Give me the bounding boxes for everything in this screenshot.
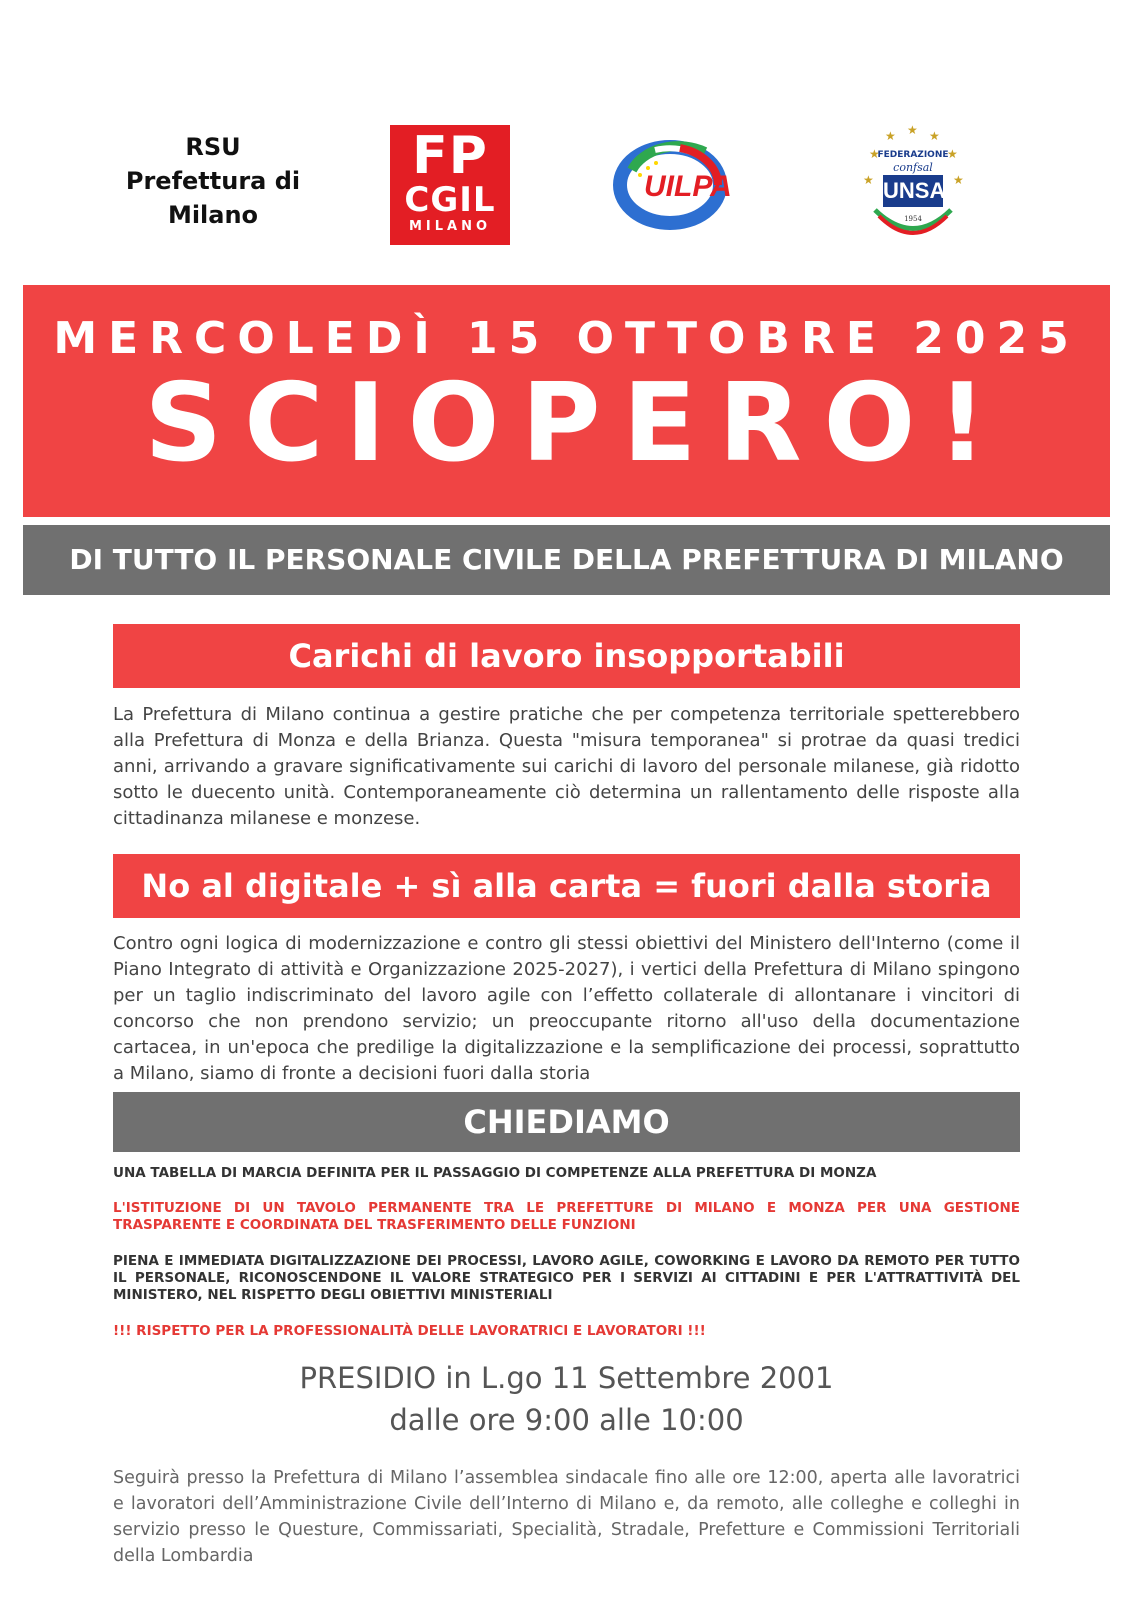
- fp-logo-line-3: MILANO: [408, 219, 492, 234]
- unsa-confsal-logo: [855, 122, 971, 248]
- fp-cgil-logo: [390, 125, 510, 245]
- strike-banner: [23, 285, 1110, 517]
- section-text-digital: Contro ogni logica di modernizzazione e contro gli stessi obiettivi del Ministero dell'Interno (come il Piano Integrato di attività e Organizzazione 2025-2027), i vertici della Prefettura di Milano spingono per un taglio indiscriminato del lavoro agile con l’effetto collaterale di allontanare i vincitori di concorso che non prendono servizio; un preoccupante ritorno all'uso della documentazione cartacea, in un'epoca che predilige la digitalizzazione e la semplificazione dei processi, soprattutto a Milano, siamo di fronte a decisioni fuori dalla storia: [113, 933, 1020, 1084]
- demand-item-3: PIENA E IMMEDIATA DIGITALIZZAZIONE DEI PROCESSI, LAVORO AGILE, COWORKING E LAVORO DA REMOTO PER TUTTO IL PERSONALE, RICONOSCENDONE IL VALORE STRATEGICO PER I SERVIZI AI CITTADINI E PER L'ATTRATTIVITÀ DEL MINISTERO, NEL RISPETTO DEGLI OBIETTIVI MINISTERIALI: [113, 1253, 1020, 1303]
- fp-logo-line-2: CGIL: [404, 180, 496, 220]
- presidio-time: dalle ore 9:00 alle 10:00: [389, 1403, 744, 1437]
- rsu-line-3: Milano: [167, 201, 259, 229]
- svg-text:★: ★: [907, 123, 918, 137]
- rsu-label: [108, 130, 318, 232]
- demand-item-2: L'ISTITUZIONE DI UN TAVOLO PERMANENTE TRA LE PREFETTURE DI MILANO E MONZA PER UNA GESTIONE TRASPARENTE E COORDINATA DEL TRASFERIMENTO DELLE FUNZIONI: [113, 1200, 1020, 1233]
- rsu-line-1: RSU: [185, 133, 241, 161]
- fp-logo-line-1: FP: [412, 126, 488, 186]
- presidio-location: PRESIDIO in L.go 11 Settembre 2001: [299, 1361, 834, 1395]
- svg-text:★: ★: [953, 173, 964, 187]
- section-heading-workload: Carichi di lavoro insopportabili: [113, 624, 1020, 688]
- unsa-logo-line-3: UNSA: [883, 175, 943, 207]
- demand-item-1: UNA TABELLA DI MARCIA DEFINITA PER IL PASSAGGIO DI COMPETENZE ALLA PREFETTURA DI MONZA: [113, 1165, 877, 1181]
- strike-title: SCIOPERO!: [144, 361, 1009, 486]
- svg-text:★: ★: [885, 129, 896, 143]
- section-heading-digital: No al digitale + sì alla carta = fuori dalla storia: [113, 854, 1020, 918]
- svg-text:★: ★: [929, 129, 940, 143]
- unsa-logo-line-1: FEDERAZIONE: [877, 150, 949, 160]
- svg-text:★: ★: [863, 173, 874, 187]
- uilpa-logo-text: UILPA: [644, 170, 732, 203]
- section-text-workload: La Prefettura di Milano continua a gestire pratiche che per competenza territoriale spetterebbero alla Prefettura di Monza e della Brianza. Questa "misura temporanea" si protrae da quasi tredici anni, arrivando a gravare significativamente sui carichi di lavoro del personale milanese, già ridotto sotto le duecento unità. Contemporaneamente ciò determina un rallentamento delle risposte alla cittadinanza milanese e monzese.: [113, 704, 1020, 829]
- subtitle-bar: DI TUTTO IL PERSONALE CIVILE DELLA PREFETTURA DI MILANO: [23, 525, 1110, 595]
- assembly-footer-text: Seguirà presso la Prefettura di Milano l’assemblea sindacale fino alle ore 12:00, aperta alle lavoratrici e lavoratori dell’Amministrazione Civile dell’Interno di Milano e, da remoto, alle colleghe e colleghi in servizio presso le Questure, Commissariati, Specialità, Stradale, Prefetture e Commissioni Territoriali della Lombardia: [113, 1468, 1020, 1566]
- uilpa-logo: [610, 130, 760, 235]
- unsa-logo-line-2: confsal: [893, 161, 933, 174]
- svg-text:★: ★: [869, 147, 880, 161]
- strike-date: MERCOLEDÌ 15 OTTOBRE 2025: [53, 313, 1080, 364]
- svg-text:★: ★: [947, 147, 958, 161]
- demand-item-4: !!! RISPETTO PER LA PROFESSIONALITÀ DELLE LAVORATRICI E LAVORATORI !!!: [113, 1323, 706, 1339]
- section-heading-demands: CHIEDIAMO: [113, 1092, 1020, 1152]
- presidio-info: [113, 1357, 1020, 1441]
- unsa-logo-line-4: 1954: [904, 215, 922, 223]
- rsu-line-2: Prefettura di: [125, 167, 301, 195]
